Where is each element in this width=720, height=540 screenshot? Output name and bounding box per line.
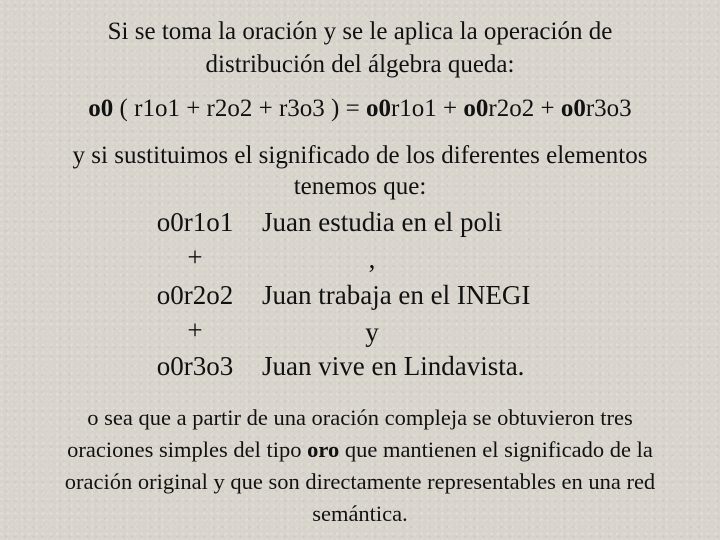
table-left-4: + <box>187 315 203 345</box>
formula-o0-lhs: o0 <box>88 95 114 122</box>
formula-lhs-rest: ( r1o1 + r2o2 + r3o3 ) = <box>113 95 366 122</box>
transition-line-1: y si sustituimos el significado de los diferentes elementos <box>72 142 648 169</box>
conclusion-oro: oro <box>307 437 340 462</box>
conclusion-line-3: oración original y que son directamente representables en una red <box>64 469 656 494</box>
conclusion-line-2-post: que mantienen el significado de la <box>339 437 653 462</box>
table-left-1: o0r1o1 <box>156 207 234 237</box>
formula-o0-term3: o0 <box>560 95 586 122</box>
table-left-2: + <box>187 242 203 272</box>
transition-line-2: tenemos que: <box>293 173 427 200</box>
distribution-formula <box>0 94 720 124</box>
table-right-3: Juan trabaja en el INEGI <box>262 280 531 310</box>
conclusion-line-2 <box>0 436 720 464</box>
table-right-4: y <box>365 317 379 347</box>
table-left-3: o0r2o2 <box>156 280 234 310</box>
table-right-5: Juan vive en Lindavista. <box>262 351 525 381</box>
formula-o0-term1: o0 <box>365 95 391 122</box>
formula-term2-rest: r2o2 + <box>488 95 561 122</box>
formula-o0-term2: o0 <box>463 95 489 122</box>
table-left-5: o0r3o3 <box>156 351 234 381</box>
table-right-2: , <box>368 244 376 274</box>
formula-term1-rest: r1o1 + <box>390 95 464 122</box>
intro-line-1: Si se toma la oración y se le aplica la operación de <box>107 18 613 45</box>
conclusion-line-1: o sea que a partir de una oración compleja se obtuvieron tres <box>87 405 633 430</box>
conclusion-line-2-pre: oraciones simples del tipo <box>67 437 308 462</box>
intro-line-2: distribución del álgebra queda: <box>205 51 515 78</box>
formula-term3-rest: r3o3 <box>585 95 632 122</box>
table-right-1: Juan estudia en el poli <box>262 207 502 237</box>
conclusion-line-4: semántica. <box>312 501 408 526</box>
